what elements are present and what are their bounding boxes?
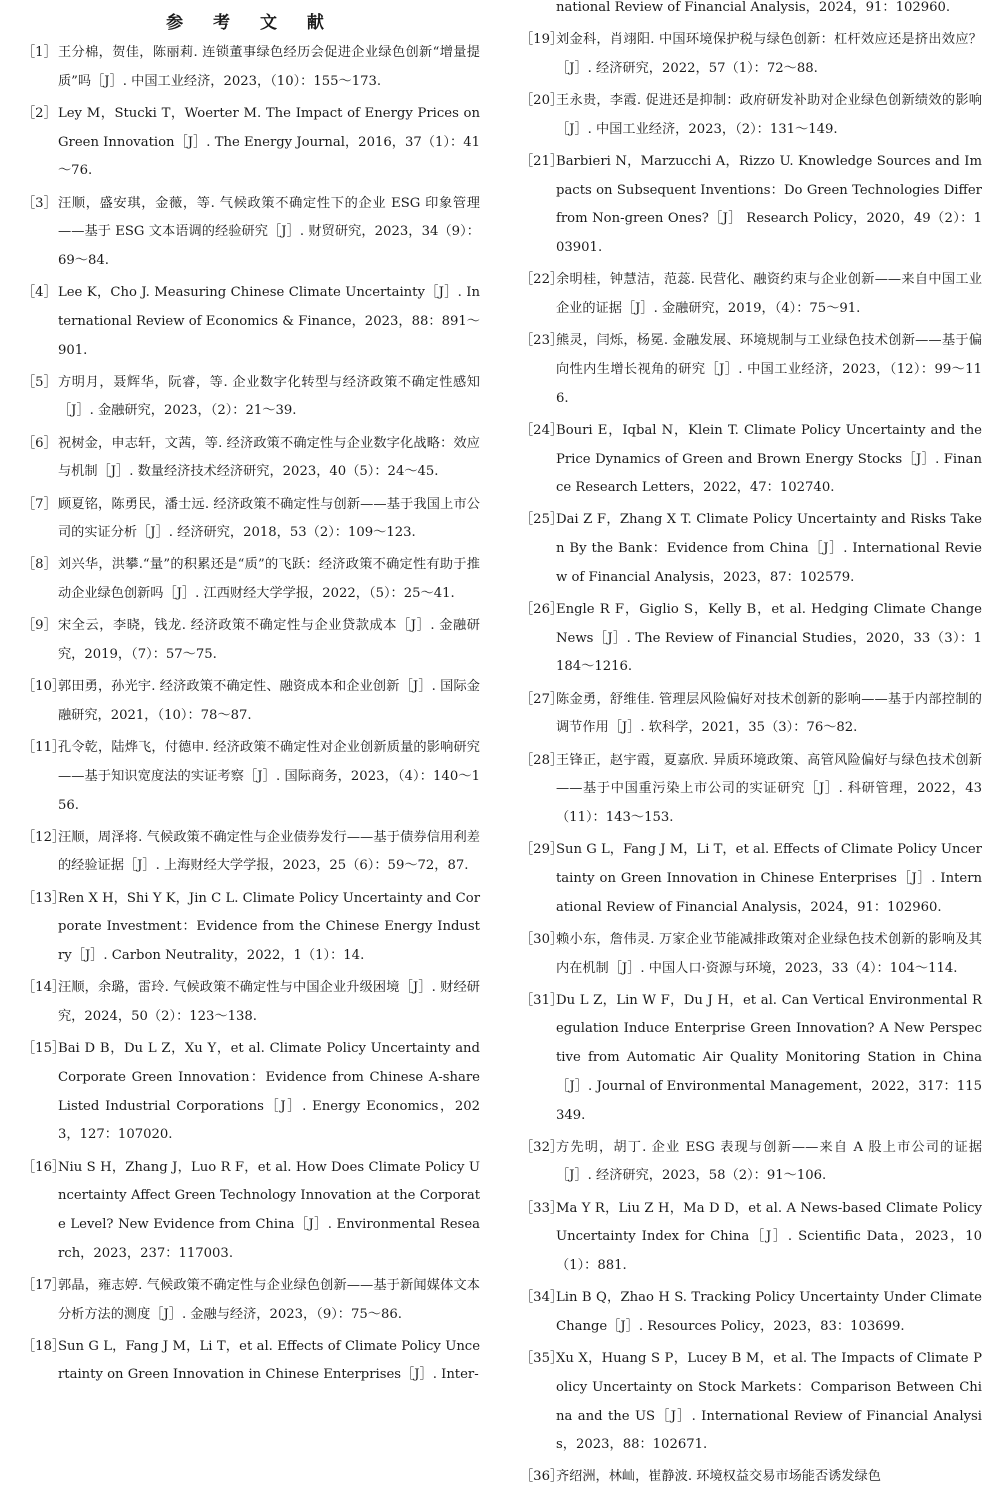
reference-text: 郭田勇，孙光宇. 经济政策不确定性、融资成本和企业创新［J］. 国际金融研究，2021，（10）：78～87. <box>58 679 480 723</box>
reference-item <box>520 836 982 922</box>
reference-item <box>22 734 480 820</box>
reference-number: ［21］ <box>520 154 564 170</box>
reference-item <box>22 190 480 276</box>
reference-item <box>520 87 982 144</box>
reference-item <box>22 279 480 365</box>
reference-item <box>22 673 480 730</box>
reference-text: 王锋正，赵宇霞，夏嘉欣. 异质环境政策、高管风险偏好与绿色技术创新——基于中国重污染上市公司的实证研究［J］. 科研管理，2022，43（11）：143～153. <box>556 752 982 825</box>
reference-number: ［19］ <box>520 32 564 48</box>
reference-item <box>520 1345 982 1460</box>
reference-text: 刘兴华，洪攀.“量”的积累还是“质”的飞跃：经济政策不确定性有助于推动企业绿色创新吗［J］. 江西财经大学学报，2022，（5）：25～41. <box>58 557 480 602</box>
right-reference-list <box>520 0 982 1496</box>
reference-number: ［14］ <box>22 980 66 996</box>
reference-number: ［29］ <box>520 842 564 858</box>
reference-number: ［9］ <box>22 618 57 634</box>
reference-number: ［28］ <box>520 752 564 768</box>
reference-text: 余明桂，钟慧洁，范蕊. 民营化、融资约束与企业创新——来自中国工业企业的证据［J］. 金融研究，2019，（4）：75～91. <box>556 272 982 317</box>
reference-number: ［10］ <box>22 679 66 695</box>
reference-text: 王分棉，贺佳，陈丽莉. 连锁董事绿色经历会促进企业绿色创新“增量提质”吗［J］. 中国工业经济，2023，（10）：155～173. <box>58 45 480 89</box>
reference-item <box>22 824 480 881</box>
reference-text: 宋全云，李晓，钱龙. 经济政策不确定性与企业贷款成本［J］. 金融研究，2019，（7）：57～75. <box>58 618 480 663</box>
reference-number: ［33］ <box>520 1200 564 1216</box>
reference-number: ［1］ <box>22 45 57 60</box>
reference-number: ［16］ <box>22 1159 66 1175</box>
reference-text: Barbieri N，Marzucchi A，Rizzo U. Knowledge Sources and Impacts on Subsequent Inventions：Do Green Technologies Differ from Non-green Ones?［J］ Research Policy，2020，49（2）：103901. <box>556 154 982 256</box>
reference-item <box>22 551 480 608</box>
reference-text: 刘金科，肖翊阳. 中国环境保护税与绿色创新：杠杆效应还是挤出效应？［J］. 经济研究，2022，57（1）：72～88. <box>556 32 982 76</box>
reference-item <box>22 612 480 669</box>
reference-text: 汪顺，周泽将. 气候政策不确定性与企业债券发行——基于债券信用利差的经验证据［J］. 上海财经大学学报，2023，25（6）：59～72，87. <box>58 829 480 874</box>
reference-item <box>22 39 480 96</box>
reference-item <box>22 430 480 487</box>
reference-text: Ma Y R，Liu Z H，Ma D D，et al. A News-based Climate Policy Uncertainty Index for China［J］. Scientific Data，2023，10（1）：881. <box>556 1200 982 1274</box>
reference-text: 祝树金，申志轩，文茜，等. 经济政策不确定性与企业数字化战略：效应与机制［J］. 数量经济技术经济研究，2023，40（5）：24～45. <box>58 435 480 480</box>
reference-number: ［17］ <box>22 1277 66 1293</box>
reference-text: Engle R F，Giglio S，Kelly B，et al. Hedging Climate Change News［J］. The Review of Financial Studies，2020，33（3）：1184～1216. <box>556 602 982 675</box>
reference-number: ［31］ <box>520 992 564 1008</box>
reference-number: ［20］ <box>520 93 564 109</box>
reference-item <box>520 327 982 413</box>
reference-item <box>22 369 480 426</box>
reference-number: ［34］ <box>520 1290 564 1306</box>
reference-text: 王永贵，李霞. 促进还是抑制：政府研发补助对企业绿色创新绩效的影响［J］. 中国工业经济，2023，（2）：131～149. <box>556 93 982 137</box>
reference-number: ［5］ <box>22 374 57 390</box>
reference-item <box>22 974 480 1031</box>
reference-number: ［2］ <box>22 105 57 121</box>
reference-item <box>22 1272 480 1329</box>
reference-item <box>520 686 982 743</box>
reference-number: ［36］ <box>520 1469 564 1485</box>
reference-number: ［12］ <box>22 829 66 845</box>
reference-text: Du L Z，Lin W F，Du J H，et al. Can Vertical Environmental Regulation Induce Enterprise Green Innovation? A New Perspective from Automatic Air Quality Monitoring Station in China［J］. Journal of Environmental Management，2022，317：115349. <box>556 992 982 1123</box>
reference-text: Ley M，Stucki T，Woerter M. The Impact of Energy Prices on Green Innovation［J］. The Energy Journal，2016，37（1）：41～76. <box>58 105 480 179</box>
reference-number: ［11］ <box>22 740 66 756</box>
reference-number: ［22］ <box>520 272 564 288</box>
reference-number: ［8］ <box>22 557 57 573</box>
reference-number: ［4］ <box>22 285 57 301</box>
reference-item <box>520 1134 982 1191</box>
reference-text: Lee K，Cho J. Measuring Chinese Climate Uncertainty［J］. International Review of Economics & Finance，2023，88：891～901. <box>58 285 480 358</box>
reference-item <box>22 885 480 971</box>
references-heading: 参 考 文 献 <box>166 13 336 33</box>
reference-text: Xu X，Huang S P，Lucey B M，et al. The Impacts of Climate Policy Uncertainty on Stock Markets：Comparison Between China and the US［J］. International Review of Financial Analysis，2023，88：102671. <box>556 1351 982 1453</box>
reference-number: ［24］ <box>520 422 564 438</box>
left-column <box>22 0 480 1472</box>
reference-number: ［18］ <box>22 1338 66 1354</box>
reference-text: Ren X H，Shi Y K，Jin C L. Climate Policy Uncertainty and Corporate Investment：Evidence from the Chinese Energy Industry［J］. Carbon Neutrality，2022，1（1）：14. <box>58 890 480 964</box>
reference-text: Bouri E，Iqbal N，Klein T. Climate Policy Uncertainty and the Price Dynamics of Green and Brown Energy Stocks［J］. Finance Research Letters，2022，47：102740. <box>556 422 982 496</box>
reference-number: ［27］ <box>520 691 564 707</box>
reference-number: ［30］ <box>520 931 564 947</box>
reference-item <box>520 926 982 983</box>
reference-text: national Review of Financial Analysis，2024，91：102960. <box>556 0 951 15</box>
reference-text: 陈金勇，舒维佳. 管理层风险偏好对技术创新的影响——基于内部控制的调节作用［J］. 软科学，2021，35（3）：76～82. <box>556 691 982 736</box>
reference-text: 熊灵，闫烁，杨冕. 金融发展、环境规制与工业绿色技术创新——基于偏向性内生增长视角的研究［J］. 中国工业经济，2023，（12）：99～116. <box>556 333 982 406</box>
reference-number: ［35］ <box>520 1351 564 1367</box>
reference-text: Niu S H，Zhang J，Luo R F，et al. How Does Climate Policy Uncertainty Affect Green Technology Innovation at the Corporate Level? New Evidence from China［J］. Environmental Research，2023，237：117003. <box>58 1159 480 1261</box>
reference-number: ［23］ <box>520 333 564 349</box>
reference-item <box>22 100 480 186</box>
reference-item <box>520 747 982 833</box>
reference-text: Sun G L，Fang J M，Li T，et al. Effects of Climate Policy Uncertainty on Green Innovation in Chinese Enterprises［J］. International Review of Financial Analysis，2024，91：102960. <box>556 842 982 915</box>
reference-text: 顾夏铭，陈勇民，潘士远. 经济政策不确定性与创新——基于我国上市公司的实证分析［J］. 经济研究，2018，53（2）：109～123. <box>58 496 480 541</box>
reference-text: 郭晶，雍志婷. 气候政策不确定性与企业绿色创新——基于新闻媒体文本分析方法的测度［J］. 金融与经济，2023，（9）：75～86. <box>58 1277 480 1322</box>
reference-item <box>22 1154 480 1269</box>
reference-continuation <box>520 0 982 23</box>
right-column <box>520 0 982 1485</box>
reference-text: 赖小东，詹伟灵. 万家企业节能减排政策对企业绿色技术创新的影响及其内在机制［J］. 中国人口·资源与环境，2023，33（4）：104～114. <box>556 931 982 976</box>
reference-text: Bai D B，Du L Z，Xu Y，et al. Climate Policy Uncertainty and Corporate Green Innovation：Evidence from Chinese A-share Listed Industrial Corporations［J］. Energy Economics，2023，127：107020. <box>58 1041 480 1143</box>
left-reference-list <box>22 39 480 1394</box>
reference-text: 孔令乾，陆烨飞，付德申. 经济政策不确定性对企业创新质量的影响研究——基于知识宽度法的实证考察［J］. 国际商务，2023，（4）：140～156. <box>58 740 480 813</box>
reference-text: Sun G L，Fang J M，Li T，et al. Effects of Climate Policy Uncertainty on Green Innovation in Chinese Enterprises［J］. Inter- <box>58 1338 480 1383</box>
reference-number: ［32］ <box>520 1139 564 1155</box>
reference-item <box>22 1035 480 1150</box>
reference-number: ［13］ <box>22 890 66 906</box>
reference-item <box>520 1284 982 1341</box>
reference-number: ［3］ <box>22 195 57 211</box>
reference-text: 方先明，胡丁. 企业 ESG 表现与创新——来自 A 股上市公司的证据［J］. 经济研究，2023，58（2）：91～106. <box>556 1139 982 1184</box>
reference-text: 汪顺，余璐，雷玲. 气候政策不确定性与中国企业升级困境［J］. 财经研究，2024，50（2）：123～138. <box>58 980 480 1024</box>
reference-item <box>520 596 982 682</box>
reference-item <box>520 148 982 263</box>
reference-item <box>520 506 982 592</box>
reference-item <box>520 26 982 83</box>
reference-item <box>520 266 982 323</box>
reference-text: 方明月，聂辉华，阮睿，等. 企业数字化转型与经济政策不确定性感知［J］. 金融研究，2023，（2）：21～39. <box>58 374 480 419</box>
reference-number: ［15］ <box>22 1041 66 1057</box>
reference-item <box>22 1333 480 1390</box>
reference-item <box>520 987 982 1131</box>
reference-text: Dai Z F，Zhang X T. Climate Policy Uncertainty and Risks Taken By the Bank：Evidence from China［J］. International Review of Financial Analysis，2023，87：102579. <box>556 512 982 585</box>
reference-number: ［26］ <box>520 602 564 618</box>
reference-number: ［7］ <box>22 496 57 512</box>
reference-item <box>520 1195 982 1281</box>
reference-text: Lin B Q，Zhao H S. Tracking Policy Uncertainty Under Climate Change［J］. Resources Policy，2023，83：103699. <box>556 1290 982 1334</box>
reference-item <box>520 1463 982 1492</box>
reference-item <box>22 491 480 548</box>
reference-text: 齐绍洲，林屾，崔静波. 环境权益交易市场能否诱发绿色 <box>556 1469 881 1485</box>
reference-number: ［25］ <box>520 512 564 528</box>
reference-item <box>520 417 982 503</box>
reference-number: ［6］ <box>22 435 57 451</box>
reference-text: 汪顺，盛安琪，金薇，等. 气候政策不确定性下的企业 ESG 印象管理——基于 ESG 文本语调的经验研究［J］. 财贸研究，2023，34（9）：69～84. <box>58 195 480 268</box>
